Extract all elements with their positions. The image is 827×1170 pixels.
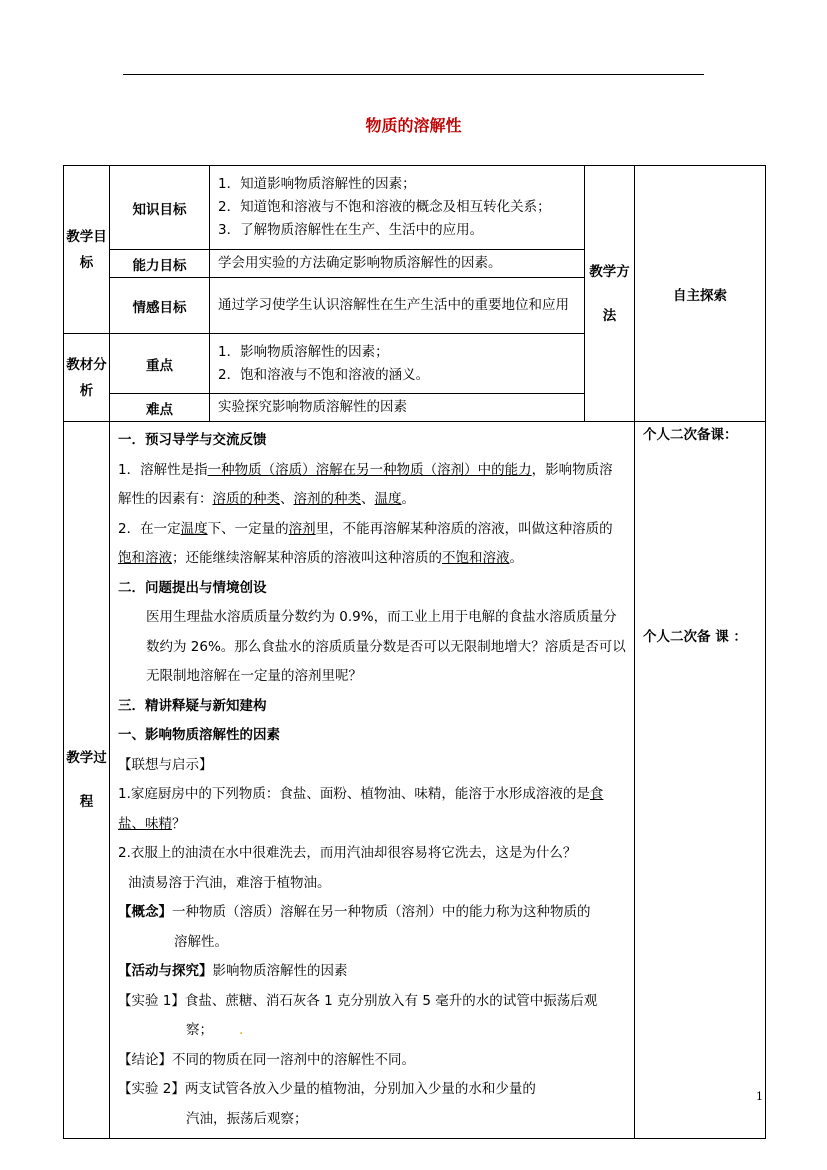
section-heading: 二．问题提出与情境创设 <box>118 579 267 596</box>
activity: 【活动与探究】影响物质溶解性的因素 <box>118 963 348 979</box>
teaching-method-label: 教学方法 <box>585 166 635 422</box>
personal-notes-column <box>635 422 766 1139</box>
experiment-1: 【实验 1】食盐、蔗糖、消石灰各 1 克分别放入有 5 毫升的水的试管中振荡后观 <box>118 992 598 1009</box>
conclusion: 【结论】不同的物质在同一溶剂中的溶解性不同。 <box>118 1051 415 1068</box>
difficulty-label: 难点 <box>110 394 210 422</box>
teaching-goals-label: 教学目标 <box>64 166 110 334</box>
section-heading: 三．精讲释疑与新知建构 <box>118 697 267 714</box>
emotion-goal-text: 通过学习使学生认识溶解性在生产生活中的重要地位和应用 <box>210 278 585 334</box>
paragraph: 1．溶解性是指一种物质（溶质）溶解在另一种物质（溶剂）中的能力，影响物质溶解性的因素有：溶质的种类、溶剂的种类、温度。 <box>118 461 613 507</box>
lesson-plan-table <box>63 165 766 1139</box>
teaching-method-value: 自主探索 <box>635 166 766 422</box>
personal-notes-1: 个人二次备课： <box>643 427 738 443</box>
question: 1.家庭厨房中的下列物质：食盐、面粉、植物油、味精，能溶于水形成溶液的是食盐、味精？ <box>118 786 604 832</box>
label: 【联想与启示】 <box>118 756 213 773</box>
experiment-2-continued: 汽油，振荡后观察； <box>186 1110 308 1127</box>
header-rule <box>123 74 704 75</box>
concept-continued: 溶解性。 <box>174 933 228 950</box>
ability-goal-text: 学会用实验的方法确定影响物质溶解性的因素。 <box>210 250 585 278</box>
question: 2.衣服上的油渍在水中很难洗去，而用汽油却很容易将它洗去，这是为什么？ <box>118 845 577 861</box>
list-item: 3．了解物质溶解性在生产、生活中的应用。 <box>218 222 484 238</box>
teaching-process-content <box>110 422 635 1139</box>
list-item: 2．知道饱和溶液与不饱和溶液的概念及相互转化关系； <box>218 199 551 215</box>
list-item: 1．知道影响物质溶解性的因素； <box>218 176 416 192</box>
ability-goal-label: 能力目标 <box>110 250 210 278</box>
knowledge-goal-items <box>210 166 585 250</box>
experiment-2: 【实验 2】两支试管各放入少量的植物油，分别加入少量的水和少量的 <box>118 1081 536 1097</box>
page-number: 1 <box>756 1090 763 1103</box>
experiment-1-continued: 察； . <box>186 1022 244 1038</box>
paragraph: 2．在一定温度下、一定量的溶剂里，不能再溶解某种溶质的溶液，叫做这种溶质的饱和溶液；还能继续溶解某种溶质的溶液叫这种溶质的不饱和溶液。 <box>118 520 613 566</box>
list-item: 1．影响物质溶解性的因素； <box>218 343 389 360</box>
concept: 【概念】一种物质（溶质）溶解在另一种物质（溶剂）中的能力称为这种物质的 <box>118 904 591 920</box>
emotion-goal-label: 情感目标 <box>110 278 210 334</box>
paragraph: 医用生理盐水溶质质量分数约为 0.9%，而工业上用于电解的食盐水溶质质量分数约为 26%。那么食盐水的溶质质量分数是否可以无限制地增大？溶质是否可以无限制地溶解在一定量的溶剂里呢？ <box>146 609 626 684</box>
answer: 油渍易溶于汽油，难溶于植物油。 <box>128 874 331 891</box>
teaching-process-label: 教学过程 <box>64 422 110 1139</box>
personal-notes-2: 个人二次备 课 ： <box>643 629 747 645</box>
subsection-heading: 一、影响物质溶解性的因素 <box>118 727 280 743</box>
difficulty-text: 实验探究影响物质溶解性的因素 <box>210 394 585 422</box>
material-analysis-label: 教材分析 <box>64 334 110 422</box>
key-point-items <box>210 334 585 394</box>
section-heading: 一．预习导学与交流反馈 <box>118 432 267 448</box>
knowledge-goal-label: 知识目标 <box>110 166 210 250</box>
document-title: 物质的溶解性 <box>365 116 462 135</box>
list-item: 2．饱和溶液与不饱和溶液的涵义。 <box>218 366 430 383</box>
key-point-label: 重点 <box>110 334 210 394</box>
